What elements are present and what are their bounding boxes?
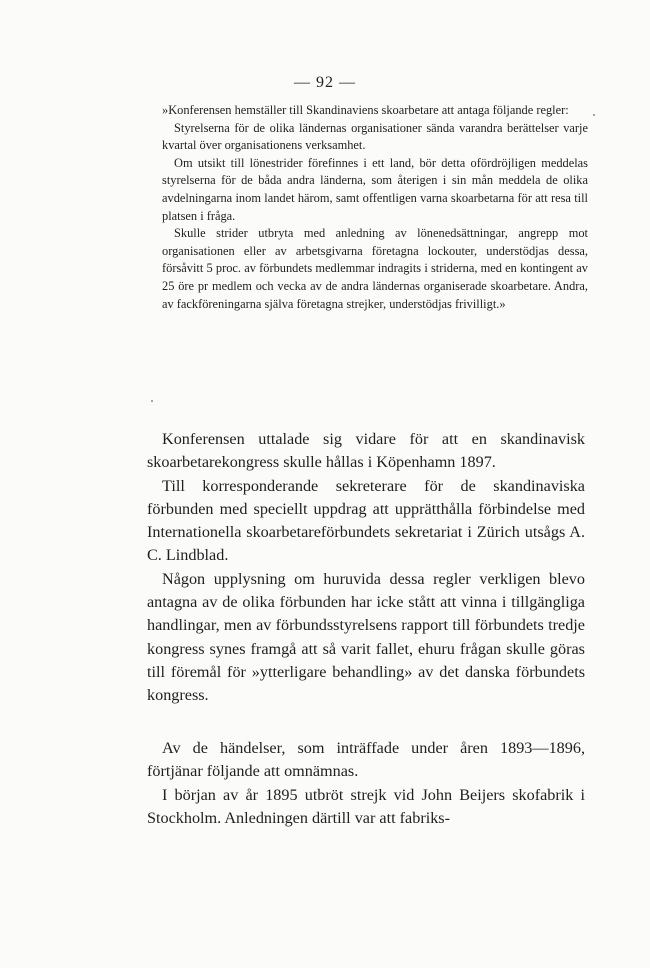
section1-paragraph-1: Konferensen uttalade sig vidare för att en skandinavisk skoarbetarekongress skulle hållas i Köpenhamn 1897. bbox=[147, 430, 585, 472]
quote-paragraph-3: Om utsikt till lönestrider förefinnes i ett land, bör detta ofördröjligen meddelas styrelserna för de båda andra länderna, som återigen i sin mån meddela de olika avdelningarna inom landet härom, samt offentligen varna skoarbetarna för att resa till platsen i fråga. bbox=[162, 155, 588, 223]
paper-speck bbox=[151, 400, 153, 402]
main-text-section-2 bbox=[147, 737, 585, 830]
section2-paragraph-1: Av de händelser, som inträffade under åren 1893—1896, förtjänar följande att omnämnas. bbox=[147, 739, 585, 781]
section2-paragraph-2: I början av år 1895 utbröt strejk vid John Beijers skofabrik i Stockholm. Anledningen därtill var att fabriks- bbox=[147, 785, 585, 827]
quote-paragraph-4: Skulle strider utbryta med anledning av lönenedsättningar, angrepp mot organisationen eller av arbetsgivarna företagna lockouter, understödjas dessa, försåvitt 5 proc. av förbundets medlemmar indragits i striderna, med en kontingent av 25 öre pr medlem och vecka av de andra ländernas organiserade skoarbetare. Andra, av fackföreningarna själva företagna strejker, understödjas frivilligt.» bbox=[162, 226, 588, 311]
quote-paragraph-2: Styrelserna för de olika ländernas organisationer sända varandra berättelser varje kvartal över organisationens verksamhet. bbox=[162, 120, 588, 153]
section1-paragraph-3: Någon upplysning om huruvida dessa regler verkligen blevo antagna av de olika förbunden har icke stått att vinna i tillgängliga handlingar, men av förbundsstyrelsens rapport till förbundets tredje kongress synes framgå att så varit fallet, ehuru frågan skulle göras till föremål för »ytterligare behandling» av det danska förbundets kongress. bbox=[147, 569, 585, 705]
main-text-section-1 bbox=[147, 428, 585, 708]
quoted-resolution bbox=[162, 102, 588, 313]
quote-paragraph-1: »Konferensen hemställer till Skandinaviens skoarbetare att antaga följande regler: bbox=[162, 103, 569, 117]
section1-paragraph-2: Till korresponderande sekreterare för de skandinaviska förbunden med speciellt uppdrag att upprätthålla förbindelse med Internationella skoarbetareförbundets sekretariat i Zürich utsågs A. C. Lindblad. bbox=[147, 476, 585, 565]
page-number: — 92 — bbox=[294, 74, 356, 91]
paper-speck bbox=[593, 114, 595, 116]
